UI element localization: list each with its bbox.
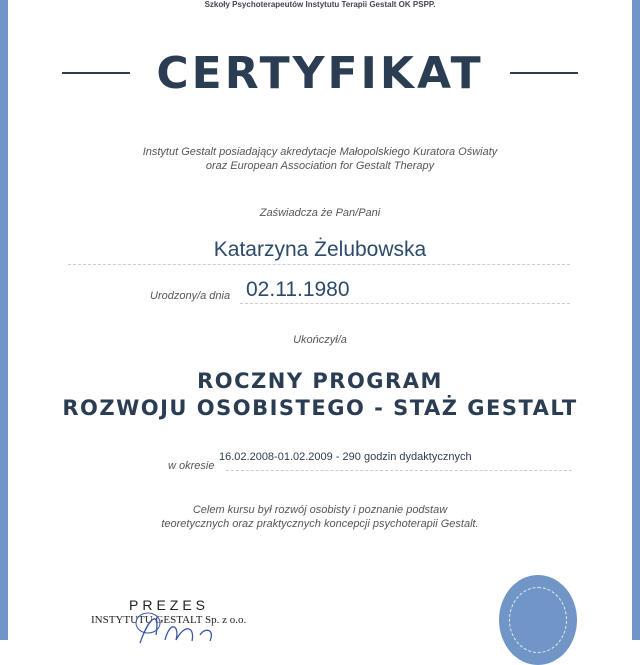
goal-line-2: teoretycznych oraz praktycznych koncepcji psychoterapii Gestalt. [161,518,479,530]
stamp-org: INSTYTUTU GESTALT Sp. z o.o. [91,614,247,626]
completed-label: Ukończył/a [293,334,347,346]
title-rule-right [510,72,578,74]
stamp-title: PREZES [129,597,210,613]
period-value: 16.02.2008-01.02.2009 - 290 godzin dydaktycznych [219,451,472,463]
accreditation-line-1: Instytut Gestalt posiadający akredytacje Małopolskiego Kuratora Oświaty [142,146,498,158]
certifies-label: Zaświadcza że Pan/Pani [259,207,381,219]
certificate-title: CERTYFIKAT [156,48,484,99]
birth-underline [240,303,570,304]
program-line-2: ROZWOJU OSOBISTEGO - STAŻ GESTALT [62,396,578,420]
program-line-1: ROCZNY PROGRAM [197,369,443,393]
name-underline [68,264,570,265]
birth-label: Urodzony/a dnia [150,290,231,302]
header-line: Szkoły Psychoterapeutów Instytutu Terapii Gestalt OK PSPP. [204,0,436,9]
accreditation-line-2: oraz European Association for Gestalt Therapy [205,160,435,172]
seal-icon [499,575,577,665]
signature-icon [110,605,230,645]
goal-line-1: Celem kursu był rozwój osobisty i poznanie podstaw [192,504,448,516]
period-underline [226,470,572,471]
period-label: w okresie [168,460,215,472]
recipient-name: Katarzyna Żelubowska [213,238,427,261]
birth-date: 02.11.1980 [246,278,350,301]
